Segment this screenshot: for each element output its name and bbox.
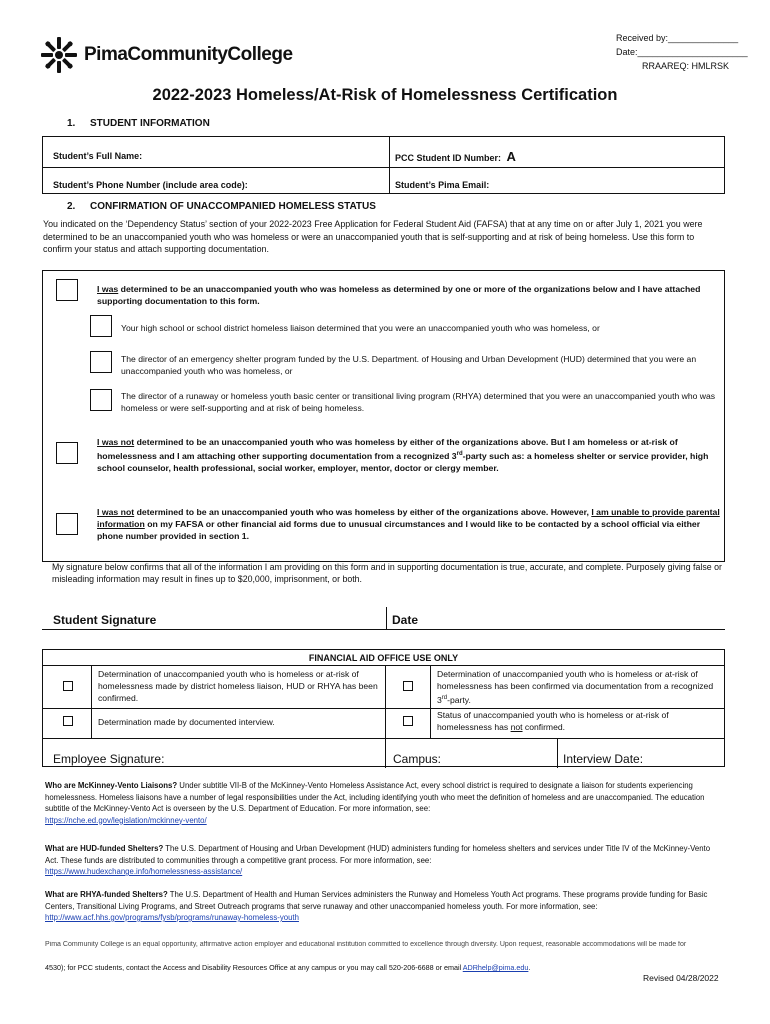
office-box bbox=[42, 649, 725, 767]
rhya-link[interactable]: http://www.acf.hhs.gov/programs/fysb/programs/runaway-homeless-youth bbox=[45, 913, 299, 922]
student-id-label: PCC Student ID Number: bbox=[395, 153, 502, 163]
office-item1-text: Determination of unaccompanied youth who is homeless or at-risk of homelessness made by district homeless liaison, HUD or RHYA has been confirmed. bbox=[98, 669, 378, 703]
email-label: Student’s Pima Email: bbox=[395, 180, 490, 190]
rhya-info bbox=[45, 889, 725, 924]
footer-line2-text: 4530); for PCC students, contact the Access and Disability Resources Office at any campus or you may call 520-206-6688 or email bbox=[45, 963, 463, 972]
option3-body1: determined to be an unaccompanied youth who was homeless by either of the organizations above. However, bbox=[134, 507, 592, 517]
footer-line2 bbox=[45, 963, 725, 972]
option2-sup: rd bbox=[456, 451, 463, 457]
mv-question: Who are McKinney-Vento Liaisons? bbox=[45, 781, 178, 790]
option1-sub1-checkbox[interactable] bbox=[90, 315, 112, 337]
option1-sub1-text: Your high school or school district homeless liaison determined that you were an unaccompanied youth who was homeless, or bbox=[121, 323, 600, 333]
option1-text bbox=[97, 283, 717, 307]
interview-date-field[interactable] bbox=[563, 752, 643, 766]
option1-checkbox[interactable] bbox=[56, 279, 78, 301]
option2-body1: determined to be an unaccompanied youth who was homeless by either of the organizations above. But I am homeless or at-risk of homelessness and I am attaching other supporting documentation from a recognized 3 bbox=[97, 437, 678, 461]
footer-line2-end: . bbox=[528, 963, 531, 972]
office-item1-checkbox[interactable] bbox=[63, 681, 73, 691]
interview-divider bbox=[557, 738, 558, 768]
signature-date-label: Date bbox=[392, 613, 419, 627]
office-row-line-1 bbox=[43, 665, 724, 666]
option1-body: determined to be an unaccompanied youth who was homeless as determined by one or more of the organizations below and I have attached supporting documentation to this form. bbox=[97, 284, 701, 306]
student-id-field[interactable] bbox=[395, 149, 516, 164]
office-col-line-2 bbox=[385, 665, 386, 738]
option1-sub2-text: The director of an emergency shelter program funded by the U.S. Department. of Housing and Urban Development (HUD) determined that you were an unaccompanied youth who was homeless, or bbox=[121, 354, 697, 376]
section2-heading: CONFIRMATION OF UNACCOMPANIED HOMELESS STATUS bbox=[90, 201, 376, 212]
received-by: Received by:______________ bbox=[616, 33, 739, 43]
option1-sub3-text: The director of a runaway or homeless youth basic center or transitional living program (RHYA) determined that you were an unaccompanied youth who was homeless or were self-supporting and at risk of being homeless. bbox=[121, 391, 716, 413]
student-id-prefix: A bbox=[506, 149, 516, 164]
student-signature-label: Student Signature bbox=[53, 613, 157, 627]
option3-body2: on my FAFSA or other financial aid forms due to unusual circumstances and I would like to be contacted by a school official via either phone number provided in section 1. bbox=[97, 519, 701, 541]
received-date: Date:______________________ bbox=[616, 47, 748, 57]
office-item4-end: confirmed. bbox=[522, 722, 566, 732]
footer-email-link[interactable]: ADRhelp@pima.edu bbox=[462, 963, 529, 972]
office-item3-text bbox=[437, 668, 722, 706]
hud-link[interactable]: https://www.hudexchange.info/homelessness-assistance/ bbox=[45, 867, 243, 876]
rhya-question: What are RHYA-funded Shelters? bbox=[45, 890, 168, 899]
hud-info bbox=[45, 843, 725, 878]
employee-signature-field[interactable] bbox=[53, 752, 164, 766]
form-code: RRAAREQ: HMLRSK bbox=[642, 61, 730, 71]
office-item2-checkbox[interactable] bbox=[63, 716, 73, 726]
option3-underlined2: I am unable to provide parental information bbox=[97, 507, 720, 529]
student-info-table bbox=[42, 136, 725, 194]
option2-text bbox=[97, 436, 722, 474]
option2-underlined: I was not bbox=[97, 437, 135, 447]
office-heading: FINANCIAL AID OFFICE USE ONLY bbox=[308, 653, 459, 663]
office-item3-sup: rd bbox=[441, 695, 448, 701]
phone-label: Student’s Phone Number (include area code): bbox=[53, 180, 248, 190]
mv-link[interactable]: https://nche.ed.gov/legislation/mckinney-vento/ bbox=[45, 815, 207, 825]
section2-number: 2. bbox=[67, 201, 76, 212]
student-info-divider-h bbox=[43, 167, 724, 168]
office-item4-body: Status of unaccompanied youth who is homeless or at-risk of homelessness has bbox=[437, 710, 669, 732]
option1-underlined: I was bbox=[97, 284, 119, 294]
option2-checkbox[interactable] bbox=[56, 442, 78, 464]
hud-question: What are HUD-funded Shelters? bbox=[45, 844, 164, 853]
office-item2-text: Determination made by documented interview. bbox=[98, 717, 275, 727]
office-item4-text bbox=[437, 709, 722, 733]
rhya-text: The U.S. Department of Health and Human Services administers the Runway and Homeless Youth Act programs. These programs provide funding for Basic Centers, Transitional Living Programs, and Street Outreach programs that serve runaway and other unaccompanied homeless youth. For more information, see: bbox=[45, 890, 708, 911]
office-item3-checkbox[interactable] bbox=[403, 681, 413, 691]
option3-text bbox=[97, 506, 722, 542]
section1-number: 1. bbox=[67, 118, 76, 129]
options-box bbox=[42, 270, 725, 562]
full-name-label: Student’s Full Name: bbox=[53, 151, 143, 161]
footer-line1: Pima Community College is an equal opportunity, affirmative action employer and educational institution committed to excellence through diversity. Upon request, reasonable accommodations will be made for bbox=[45, 941, 687, 948]
option1-sub2-checkbox[interactable] bbox=[90, 351, 112, 373]
office-item4-checkbox[interactable] bbox=[403, 716, 413, 726]
office-item3-end: -party. bbox=[447, 694, 471, 705]
office-row-line-3 bbox=[43, 738, 724, 739]
employee-signature-label: Employee Signature: bbox=[53, 752, 165, 766]
logo bbox=[40, 36, 293, 76]
logo-text: PimaCommunityCollege bbox=[84, 44, 293, 65]
option2-body2: -party such as: a homeless shelter or service provider, high school counselor, health professional, social worker, employer, mentor, doctor or clergy member. bbox=[97, 450, 709, 473]
full-name-field[interactable] bbox=[53, 151, 142, 161]
student-signature-line[interactable] bbox=[42, 629, 725, 630]
college-logo-icon bbox=[40, 36, 78, 74]
revised-date: Revised 04/28/2022 bbox=[643, 973, 719, 983]
section1-heading: STUDENT INFORMATION bbox=[90, 118, 210, 129]
office-col-line-3 bbox=[430, 665, 431, 738]
office-item3-body: Determination of unaccompanied youth who is homeless or at-risk of homelessness has been confirmed via documentation from a recognized 3 bbox=[437, 669, 714, 705]
interview-date-label: Interview Date: bbox=[563, 752, 644, 766]
student-info-divider-v bbox=[389, 137, 390, 193]
office-col-line-1 bbox=[91, 665, 92, 738]
campus-divider bbox=[385, 738, 386, 768]
mv-info bbox=[45, 780, 725, 826]
section2-intro: You indicated on the ‘Dependency Status’ section of your 2022-2023 Free Application for Federal Student Aid (FAFSA) that at any time on or after July 1, 2021 you were determined to be an unaccompanied youth who was homeless or were an unaccompanied youth that is self-supporting and at risk of being homeless. Use this form to confirm your status and attach supporting documentation. bbox=[43, 219, 703, 254]
signature-date-divider bbox=[386, 607, 387, 630]
email-field[interactable] bbox=[395, 180, 489, 190]
page-title: 2022-2023 Homeless/At-Risk of Homelessness Certification bbox=[152, 86, 618, 104]
option3-underlined: I was not bbox=[97, 507, 135, 517]
signature-statement: My signature below confirms that all of the information I am providing on this form and in supporting documentation is true, accurate, and complete. Purposely giving false or misleading information may result in fines up to $20,000, imprisonment, or both. bbox=[52, 562, 722, 584]
campus-field[interactable] bbox=[393, 752, 441, 766]
option1-sub3-checkbox[interactable] bbox=[90, 389, 112, 411]
hud-text: The U.S. Department of Housing and Urban Development (HUD) administers funding for homeless shelters and services under Title IV of the McKinney-Vento Act. These funds are distributed to communities through a competitive grant process. For more information, see: bbox=[45, 844, 711, 865]
phone-field[interactable] bbox=[53, 180, 248, 190]
option3-checkbox[interactable] bbox=[56, 513, 78, 535]
mv-text: Under subtitle VII-B of the McKinney-Vento Homeless Assistance Act, every school district is required to designate a liaison for students experiencing homelessness. Homeless liaisons have a number of legal responsibilities under the Act, including identifying youth who meet the definition of homeless and are unaccompanied. The education subtitle of the McKinney-Vento Act is overseen by the U.S. Department of Education. For more information, see: bbox=[45, 781, 705, 813]
office-item4-underlined: not bbox=[510, 722, 523, 732]
campus-label: Campus: bbox=[393, 752, 442, 766]
